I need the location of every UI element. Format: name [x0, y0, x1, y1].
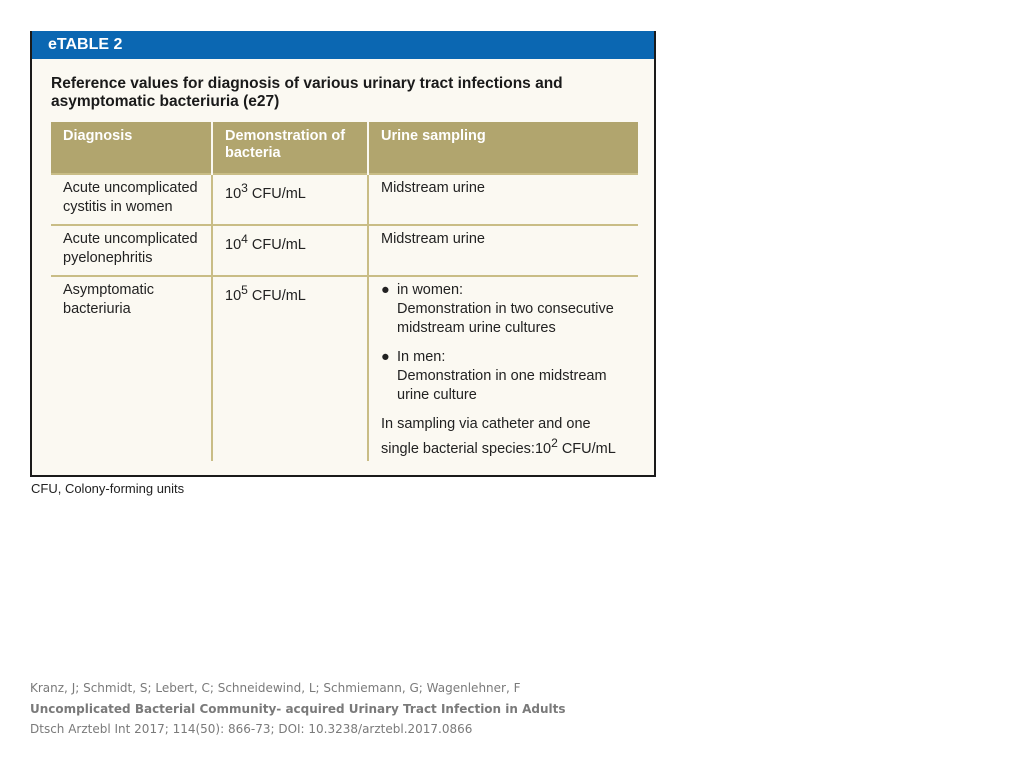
table-footnote: CFU, Colony-forming units	[31, 481, 185, 496]
table-figure	[30, 31, 656, 477]
bullet-head: in women:	[397, 282, 464, 298]
bacteria-exponent: 5	[241, 283, 248, 297]
diagnosis-cell: Acute uncomplicated pyelonephritis	[51, 225, 212, 276]
citation-title: Uncomplicated Bacterial Community- acquired Urinary Tract Infection in Adults	[30, 701, 566, 716]
citation	[30, 678, 566, 740]
bacteria-exponent: 4	[241, 232, 248, 246]
bacteria-exponent: 3	[241, 181, 248, 195]
column-header-diagnosis: Diagnosis	[51, 122, 212, 174]
diagnosis-cell: Acute uncomplicated cystitis in women	[51, 174, 212, 225]
citation-source: Dtsch Arztebl Int 2017; 114(50): 866-73; DOI: 10.3238/arztebl.2017.0866	[30, 722, 473, 736]
sampling-bullet-men	[381, 348, 630, 405]
bacteria-cell	[212, 225, 368, 276]
sampling-cell	[368, 276, 638, 461]
bacteria-unit: CFU/mL	[247, 287, 306, 304]
reference-table	[51, 122, 638, 461]
catheter-note	[381, 415, 630, 459]
citation-authors: Kranz, J; Schmidt, S; Lebert, C; Schneidewind, L; Schmiemann, G; Wagenlehner, F	[30, 681, 521, 695]
table-row	[51, 225, 638, 276]
sampling-cell: Midstream urine	[368, 225, 638, 276]
diagnosis-cell: Asymptomatic bacteriuria	[51, 276, 212, 461]
bacteria-unit: CFU/mL	[247, 236, 306, 253]
table-header-row	[51, 122, 638, 174]
sampling-bullet-women	[381, 281, 630, 338]
bullet-head: In men:	[397, 349, 446, 365]
bullet-body: Demonstration in two consecutive midstream urine cultures	[397, 301, 614, 336]
note-exponent: 2	[551, 436, 558, 450]
sampling-cell: Midstream urine	[368, 174, 638, 225]
table-row	[51, 174, 638, 225]
column-header-bacteria: Demonstration of bacteria	[212, 122, 368, 174]
note-unit: CFU/mL	[557, 440, 616, 457]
bullet-dot-icon: ●	[381, 282, 390, 298]
bacteria-base: 10	[225, 287, 242, 304]
column-header-sampling: Urine sampling	[368, 122, 638, 174]
table-row	[51, 276, 638, 461]
bacteria-base: 10	[225, 236, 242, 253]
figure-label: eTABLE 2	[32, 31, 654, 59]
bacteria-cell	[212, 174, 368, 225]
note-text: In sampling via catheter and one single bacterial species:10	[381, 416, 591, 457]
bacteria-unit: CFU/mL	[247, 185, 306, 202]
bacteria-cell	[212, 276, 368, 461]
bacteria-base: 10	[225, 185, 242, 202]
bullet-body: Demonstration in one midstream urine culture	[397, 368, 607, 403]
bullet-dot-icon: ●	[381, 349, 390, 365]
figure-title: Reference values for diagnosis of various urinary tract infections and asymptomatic bacteriuria (e27)	[51, 75, 563, 110]
